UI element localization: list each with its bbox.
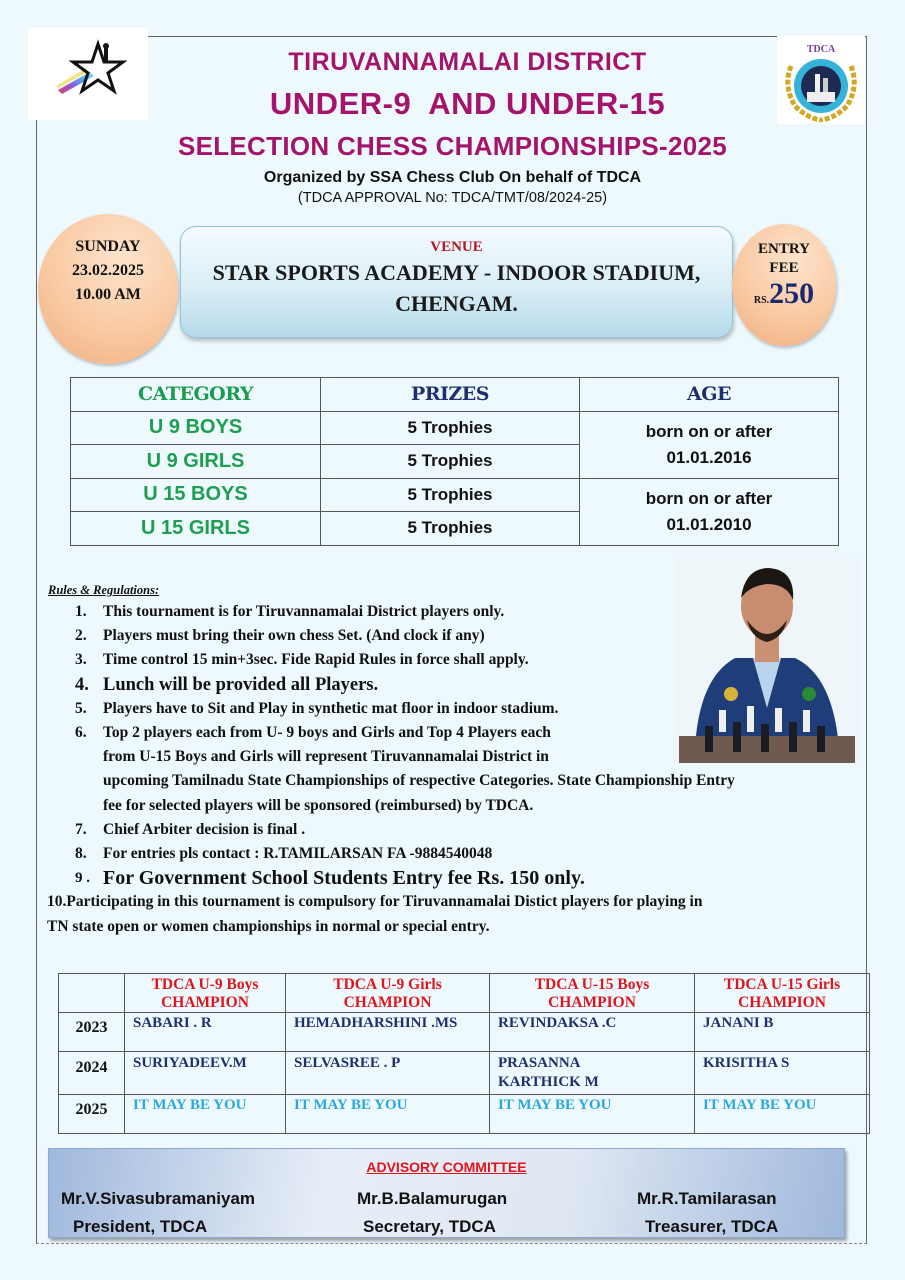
category-cell: U 15 BOYS <box>71 478 321 512</box>
header-line: CHAMPION <box>343 994 432 1011</box>
rule-text-line: TN state open or women championships in normal or special entry. <box>47 917 490 935</box>
rule-number: 7. <box>75 820 87 838</box>
rule-number: 3. <box>75 651 87 669</box>
rule-number: 4. <box>75 674 89 695</box>
date-badge <box>38 214 178 364</box>
category-cell: U 9 GIRLS <box>71 445 321 479</box>
age-cell <box>580 478 839 545</box>
prize-cell: 5 Trophies <box>321 512 580 546</box>
rule-text: Lunch will be provided all Players. <box>103 674 379 695</box>
rule-text: Players have to Sit and Play in synthetic mat floor in indoor stadium. <box>103 699 559 717</box>
rule-text: Time control 15 min+3sec. Fide Rapid Rules in force shall apply. <box>103 651 529 669</box>
member-role: Secretary, TDCA <box>363 1217 496 1236</box>
rule-item <box>75 818 865 842</box>
champions-header-row <box>59 974 870 1013</box>
champion-cell: IT MAY BE YOU <box>286 1095 490 1134</box>
champion-cell: IT MAY BE YOU <box>695 1095 870 1134</box>
header-line: TDCA U-15 Boys <box>534 976 650 993</box>
venue-line-1: STAR SPORTS ACADEMY - INDOOR STADIUM, <box>212 260 701 285</box>
champion-cell: IT MAY BE YOU <box>490 1095 695 1134</box>
rule-number: 2. <box>75 627 87 645</box>
header-age: AGE <box>580 378 839 412</box>
prize-cell: 5 Trophies <box>321 478 580 512</box>
header-u9-boys <box>125 974 286 1013</box>
rule-text: Players must bring their own chess Set. (And clock if any) <box>103 627 485 645</box>
champion-cell: KRISITHA S <box>695 1052 870 1095</box>
member-name: Mr.B.Balamurugan <box>357 1189 508 1208</box>
champion-cell: SELVASREE . P <box>286 1052 490 1095</box>
champion-cell: HEMADHARSHINI .MS <box>286 1013 490 1052</box>
header-line: CHAMPION <box>738 994 826 1011</box>
table-row <box>59 1013 870 1052</box>
age-rule: born on or after <box>645 421 773 441</box>
champion-cell: SABARI . R <box>125 1013 286 1052</box>
venue-label: VENUE <box>430 239 483 255</box>
rule-number: 5. <box>75 699 87 717</box>
rule-text <box>103 721 735 818</box>
rules-heading: Rules & Regulations: <box>48 583 160 597</box>
rule-item <box>75 842 865 866</box>
venue-box <box>180 226 733 338</box>
fee-currency: RS. <box>753 295 770 306</box>
rule-number: 9 . <box>75 870 90 887</box>
advisory-committee <box>48 1148 845 1238</box>
champion-name-line: KARTHICK M <box>498 1074 599 1090</box>
header-u9-girls <box>286 974 490 1013</box>
title-district: TIRUVANNAMALAI DISTRICT <box>288 48 647 76</box>
title-age-groups: UNDER-9 AND UNDER-15 <box>269 86 666 121</box>
year-cell: 2024 <box>59 1052 125 1095</box>
rule-text: For Government School Students Entry fee Rs. 150 only. <box>103 867 585 890</box>
svg-text:TDCA: TDCA <box>806 44 836 55</box>
event-day: SUNDAY <box>75 238 141 255</box>
header-line: CHAMPION <box>161 994 249 1011</box>
committee-title: ADVISORY COMMITTEE <box>366 1159 527 1175</box>
year-cell: 2023 <box>59 1013 125 1052</box>
approval-number: (TDCA APPROVAL No: TDCA/TMT/08/2024-25) <box>297 190 608 206</box>
committee-member <box>61 1185 255 1241</box>
rule-text: Chief Arbiter decision is final . <box>103 820 306 838</box>
member-name: Mr.R.Tamilarasan <box>637 1189 777 1208</box>
header-u15-girls <box>695 974 870 1013</box>
rule-number: 8. <box>75 845 87 863</box>
entry-fee-label-2: FEE <box>769 260 799 276</box>
year-cell: 2025 <box>59 1095 125 1134</box>
category-table <box>70 377 839 546</box>
category-cell: U 9 BOYS <box>71 411 321 445</box>
champions-table <box>58 973 870 1134</box>
venue-line-2: CHENGAM. <box>395 291 518 316</box>
champion-cell: IT MAY BE YOU <box>125 1095 286 1134</box>
rule-text-line: Top 2 players each from U- 9 boys and Girls and Top 4 Players each <box>103 724 551 742</box>
title-championship: SELECTION CHESS CHAMPIONSHIPS-2025 <box>177 131 728 161</box>
age-cell <box>580 411 839 478</box>
table-row <box>71 478 839 512</box>
champion-name-line: PRASANNA <box>498 1055 581 1071</box>
champion-cell <box>490 1052 695 1095</box>
champion-cell: SURIYADEEV.M <box>125 1052 286 1095</box>
table-row <box>59 1052 870 1095</box>
rule-number: 6. <box>75 724 87 742</box>
event-date: 23.02.2025 <box>72 262 144 279</box>
member-role: Treasurer, TDCA <box>645 1217 779 1236</box>
header-line: TDCA U-15 Girls <box>723 976 841 993</box>
rule-number: 1. <box>75 603 87 620</box>
header-prizes: PRIZES <box>321 378 580 412</box>
champion-cell: JANANI B <box>695 1013 870 1052</box>
age-date: 01.01.2016 <box>666 447 752 467</box>
header-line: CHAMPION <box>548 994 636 1011</box>
rule-number: 10. <box>47 893 67 911</box>
prize-cell: 5 Trophies <box>321 445 580 479</box>
table-row <box>59 1095 870 1134</box>
age-date: 01.01.2010 <box>666 514 752 534</box>
rule-text-line: fee for selected players will be sponsored (reimbursed) by TDCA. <box>103 796 534 814</box>
player-photo <box>675 558 859 763</box>
rule-text: This tournament is for Tiruvannamalai District players only. <box>103 603 505 620</box>
rule-text-line: Participating in this tournament is compulsory for Tiruvannamalai Distict players for playing in <box>66 893 703 911</box>
rule-text: For entries pls contact : R.TAMILARSAN FA -9884540048 <box>103 845 493 863</box>
rule-text-line: upcoming Tamilnadu State Championships of respective Categories. State Championship Entry <box>103 772 735 790</box>
prize-cell: 5 Trophies <box>321 411 580 445</box>
header-empty <box>59 974 125 1013</box>
header-category: CATEGORY <box>71 378 321 412</box>
category-cell: U 15 GIRLS <box>71 512 321 546</box>
entry-fee-label-1: ENTRY <box>758 241 810 257</box>
organizer-text: Organized by SSA Chess Club On behalf of TDCA <box>263 169 642 186</box>
committee-member <box>637 1185 778 1241</box>
fee-amount: 250 <box>769 277 815 310</box>
category-table-header <box>71 378 839 412</box>
rule-text-line: from U-15 Boys and Girls will represent Tiruvannamalai District in <box>103 748 549 766</box>
member-name: Mr.V.Sivasubramaniyam <box>61 1189 256 1208</box>
rule-item <box>75 866 865 890</box>
member-role: President, TDCA <box>73 1217 208 1236</box>
rule-text <box>47 890 703 938</box>
rule-item <box>47 890 865 938</box>
entry-fee-badge <box>732 224 836 346</box>
committee-member <box>357 1185 507 1241</box>
champion-cell: REVINDAKSA .C <box>490 1013 695 1052</box>
header-line: TDCA U-9 Girls <box>333 976 442 993</box>
player-photo-image <box>675 558 859 763</box>
header-u15-boys <box>490 974 695 1013</box>
header-line: TDCA U-9 Boys <box>151 976 259 993</box>
event-time: 10.00 AM <box>75 286 141 303</box>
age-rule: born on or after <box>645 488 773 508</box>
table-row <box>71 411 839 445</box>
